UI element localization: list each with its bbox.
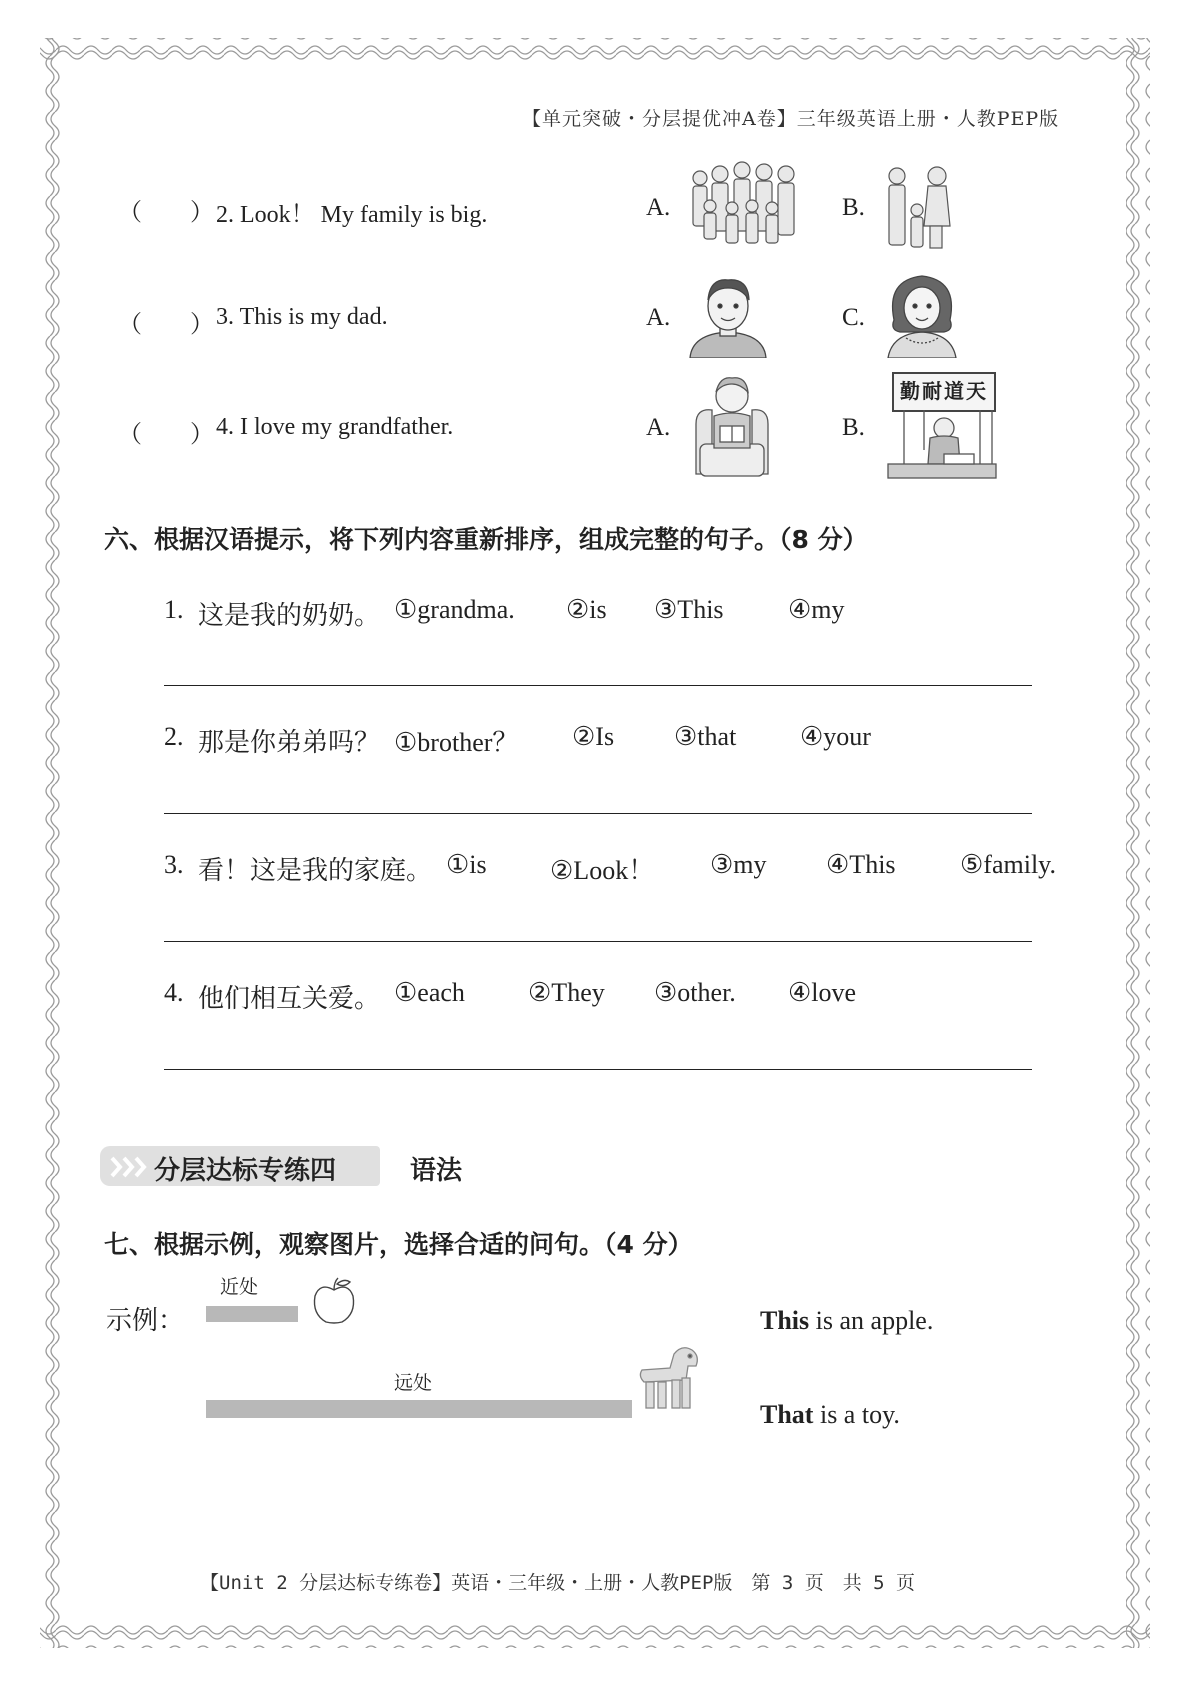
option-label: A. <box>646 304 671 331</box>
word-option: ④your <box>800 722 871 751</box>
chinese-hint: 看！这是我的家庭。 <box>198 856 433 885</box>
apple-icon <box>310 1276 358 1326</box>
far-pronoun: That <box>760 1400 814 1429</box>
big-family-picture[interactable] <box>686 158 804 254</box>
grandpa-calligraphy-picture[interactable] <box>884 372 1000 482</box>
word-option: ①each <box>394 978 465 1007</box>
near-distance-bar <box>206 1306 298 1322</box>
chinese-hint: 这是我的奶奶。 <box>198 601 381 630</box>
option-label: B. <box>842 414 865 441</box>
far-label: 远处 <box>394 1372 433 1394</box>
word-option: ②is <box>566 595 607 624</box>
word-option: ①is <box>446 850 487 879</box>
page-footer: 【Unit 2 分层达标专练卷】英语・三年级・上册・人教PEP版 第 3 页 共 5 页 <box>200 1572 916 1594</box>
small-family-picture[interactable] <box>882 162 952 254</box>
option-label: B. <box>842 194 865 221</box>
dad-picture[interactable] <box>686 272 770 358</box>
word-option: ①brother？ <box>394 728 519 757</box>
word-option: ②Is <box>572 722 615 751</box>
near-sentence-rest: is an apple. <box>809 1306 934 1335</box>
banner-subtitle: 语法 <box>410 1156 463 1186</box>
question-text: 2. Look！ My family is big. <box>216 202 488 228</box>
word-option: ②They <box>528 978 605 1007</box>
answer-bracket[interactable]: （ ） <box>118 422 214 448</box>
item-number: 4. <box>164 978 184 1007</box>
item-number: 1. <box>164 595 184 624</box>
option-label: A. <box>646 414 671 441</box>
answer-line[interactable] <box>164 1069 1032 1070</box>
question-text: 4. I love my grandfather. <box>216 414 454 440</box>
word-option: ②Look！ <box>550 856 655 885</box>
item-number: 3. <box>164 850 184 879</box>
example-label: 示例： <box>106 1306 185 1335</box>
near-pronoun: This <box>760 1306 810 1335</box>
word-option: ①grandma. <box>394 595 515 624</box>
word-option: ③that <box>674 722 737 751</box>
grandma-reading-picture[interactable] <box>690 374 774 480</box>
far-distance-bar <box>206 1400 632 1418</box>
calligraphy-scroll: 勤耐道天 <box>892 372 996 412</box>
answer-bracket[interactable]: （ ） <box>118 200 214 226</box>
answer-line[interactable] <box>164 941 1032 942</box>
word-option: ④This <box>826 850 896 879</box>
section-6-title: 六、根据汉语提示，将下列内容重新排序，组成完整的句子。（8 分） <box>104 525 868 554</box>
word-option: ⑤family. <box>960 850 1056 879</box>
option-label: C. <box>842 304 865 331</box>
near-label: 近处 <box>220 1276 259 1298</box>
word-option: ③This <box>654 595 724 624</box>
chinese-hint: 那是你弟弟吗？ <box>198 728 381 757</box>
answer-line[interactable] <box>164 685 1032 686</box>
page-header: 【单元突破・分层提优冲A卷】三年级英语上册・人教PEP版 <box>522 108 1060 130</box>
item-number: 2. <box>164 722 184 751</box>
question-text: 3. This is my dad. <box>216 304 388 330</box>
chevrons-icon <box>110 1156 150 1178</box>
word-option: ④love <box>788 978 857 1007</box>
section-7-title: 七、根据示例，观察图片，选择合适的问句。（4 分） <box>104 1230 693 1259</box>
word-option: ③my <box>710 850 767 879</box>
answer-bracket[interactable]: （ ） <box>118 312 214 338</box>
near-sentence <box>760 1306 933 1336</box>
option-label: A. <box>646 194 671 221</box>
word-option: ③other. <box>654 978 736 1007</box>
toy-horse-icon <box>630 1340 706 1420</box>
word-option: ④my <box>788 595 845 624</box>
mom-picture[interactable] <box>884 270 960 358</box>
banner-title: 分层达标专练四 <box>154 1156 337 1186</box>
far-sentence-rest: is a toy. <box>813 1400 900 1429</box>
answer-line[interactable] <box>164 813 1032 814</box>
far-sentence <box>760 1400 900 1430</box>
chinese-hint: 他们相互关爱。 <box>198 984 381 1013</box>
